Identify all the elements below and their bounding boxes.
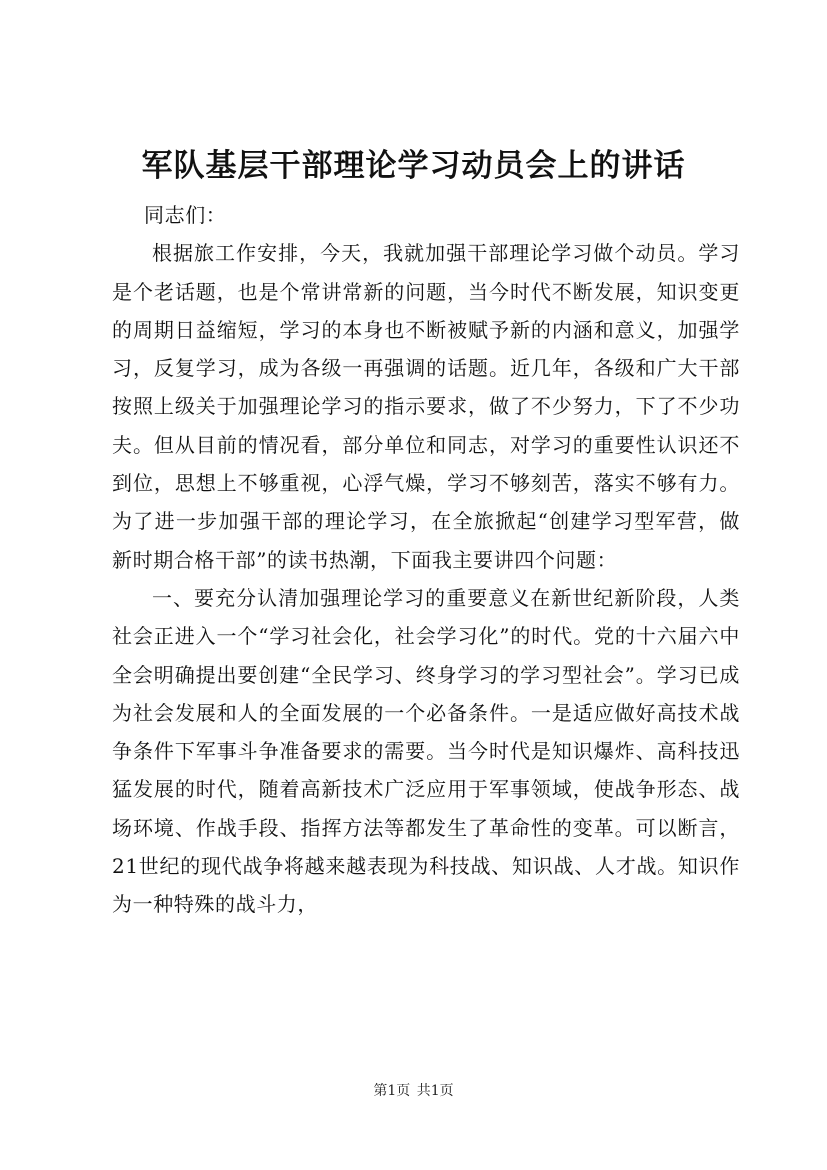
page-number: 第1页: [373, 1083, 411, 1099]
paragraph-section-one: 一、要充分认清加强理论学习的重要意义在新世纪新阶段，人类社会正进入一个“学习社会化，社会学习化”的时代。党的十六届六中全会明确提出要创建“全民学习、终身学习的学习型社会”。学习已成为社会发展和人的全面发展的一个必备条件。一是适应做好高技术战争条件下军事斗争准备要求的需要。当今时代是知识爆炸、高科技迅猛发展的时代，随着高新技术广泛应用于军事领域，使战争形态、战场环境、作战手段、指挥方法等都发生了革命性的变革。可以断言，21世纪的现代战争将越来越表现为科技战、知识战、人才战。知识作为一种特殊的战斗力，: [112, 585, 740, 917]
page-total: 共1页: [416, 1083, 454, 1099]
paragraph-intro: 根据旅工作安排，今天，我就加强干部理论学习做个动员。学习是个老话题，也是个常讲常新的问题，当今时代不断发展，知识变更的周期日益缩短，学习的本身也不断被赋予新的内涵和意义，加强学习，反复学习，成为各级一再强调的话题。近几年，各级和广大干部按照上级关于加强理论学习的指示要求，做了不少努力，下了不少功夫。但从目前的情况看，部分单位和同志，对学习的重要性认识还不到位，思想上不够重视，心浮气燥，学习不够刻苦，落实不够有力。为了进一步加强干部的理论学习，在全旅掀起“创建学习型军营，做新时期合格干部”的读书热潮，下面我主要讲四个问题：: [112, 241, 740, 572]
document-body: [112, 196, 740, 924]
document-title: 军队基层干部理论学习动员会上的讲话: [141, 148, 686, 184]
salutation: 同志们：: [144, 203, 227, 227]
page-footer: [0, 1081, 827, 1101]
